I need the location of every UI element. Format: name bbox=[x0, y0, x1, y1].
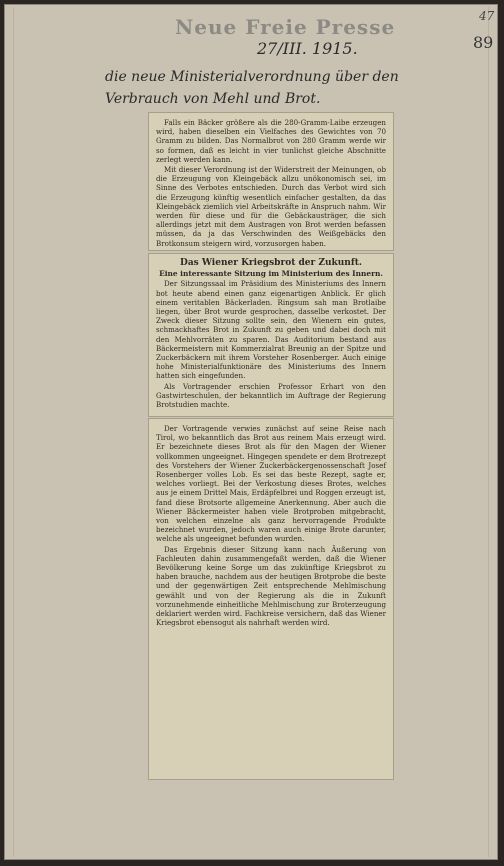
handwritten-note-line-1: die neue Ministerialverordnung über den bbox=[105, 69, 399, 85]
clipping-1-paragraph-1: Falls ein Bäcker größere als die 280-Gramm-Laibe erzeugen wird, haben dieselben ein Vielfaches des Gewichtes von 70 Gramm zu bilden. Das Normalbrot von 280 Gramm werde wir so formen, daß es leicht in vier tunlichst gleiche Abschnitte zerlegt werden kann. bbox=[156, 118, 386, 164]
clipping-3-paragraph-1: Der Vortragende verwies zunächst auf seine Reise nach Tirol, wo bekanntlich das Brot aus reinem Mais erzeugt wird. Er bezeichnete dieses Brot als für den Magen der Wiener vollkommen ungeeignet. Hingegen spendete er dem Brotrezept des Vorstehers der Wiener Zuckerbäckergenossenschaft Josef Rosenberger volles Lob. Es sei das beste Rezept, sagte er, welches vorliegt. Bei der Verkostung dieses Brotes, welches aus je einem Drittel Mais, Erdäpfelbrei und Roggen erzeugt ist, fand diese Brotsorte allgemeine Anerkennung. Aber auch die Wiener Bäckermeister haben viele Brotproben mitgebracht, von welchen einzelne als ganz hervorragende Produkte bezeichnet wurden, jedoch waren auch einige Brote darunter, welche als ungeeignet befunden wurden. bbox=[156, 424, 386, 544]
archive-sheet bbox=[4, 4, 498, 860]
clipping-2-paragraph-2: Als Vortragender erschien Professor Erhart von den Gastwirteschulen, der bekanntlich im Auftrage der Regierung Brotstudien machte. bbox=[156, 381, 386, 410]
clipping-3 bbox=[149, 419, 393, 779]
clipping-3-paragraph-2: Das Ergebnis dieser Sitzung kann nach Äußerung von Fachleuten dahin zusammengefaßt werden, daß die Wiener Bevölkerung keine Sorge um das zukünftige Kriegsbrot zu haben brauche, nachdem aus der heutigen Brotprobe die beste und der gegenwärtigen Zeit entsprechende Mehlmischung gewählt und von der Regierung als die in Zukunft vorzunehmende einheitliche Mehlmischung zur Broterzeugung deklariert werden wird. Fachkreise versichern, daß das Wiener Kriegsbrot ebensogut als nahrhaft werden wird. bbox=[156, 544, 386, 628]
folio-number: 89 bbox=[473, 33, 494, 52]
article-title: Das Wiener Kriegsbrot der Zukunft. bbox=[180, 258, 362, 268]
clipping-2-paragraph-1: Der Sitzungssaal im Präsidium des Ministeriums des Innern bot heute abend einen ganz eigenartigen Anblick. Er glich einem veritablen Bäckerladen. Ringsum sah man Brotlaibe liegen, über Brot wurde gesprochen, dasselbe verkostet. Der Zweck dieser Sitzung sollte sein, den Wienern ein gutes, schmackhaftes Brot in Zukunft zu geben und dabei doch mit den Mehlvorräten zu sparen. Das Auditorium bestand aus Bäckermeistern mit Kommerzialrat Breunig an der Spitze und Zuckerbäckern mit ihrem Vorsteher Rosenberger. Auch einige hohe Ministerialfunktionäre des Ministeriums des Innern hatten sich eingefunden. bbox=[156, 279, 386, 381]
newspaper-stamp: Neue Freie Presse bbox=[175, 15, 396, 39]
clipping-1 bbox=[149, 113, 393, 250]
clipping-2 bbox=[149, 254, 393, 416]
article-subtitle: Eine interessante Sitzung im Ministerium des Innern. bbox=[159, 269, 383, 279]
clipping-1-paragraph-2: Mit dieser Verordnung ist der Widerstreit der Meinungen, ob die Erzeugung von Kleingebäck allzu unökonomisch sei, im Sinne des Verbotes entschieden. Durch das Verbot wird sich die Erzeugung künftig wesentlich einfacher gestalten, da das Kleingebäck ziemlich viel Arbeitskräfte in Anspruch nahm. Wir werden für diese und für die Gebäckausträger, die sich allerdings jetzt mit dem Austragen von Brot werden befassen müssen, da ja das Verschwinden des Weißgebäcks den Brotkonsum steigern wird, vorzusorgen haben. bbox=[156, 165, 386, 248]
corner-mark: 47 bbox=[479, 9, 495, 23]
handwritten-note-line-2: Verbrauch von Mehl und Brot. bbox=[105, 91, 321, 107]
handwritten-date: 27/III. 1915. bbox=[257, 39, 358, 58]
